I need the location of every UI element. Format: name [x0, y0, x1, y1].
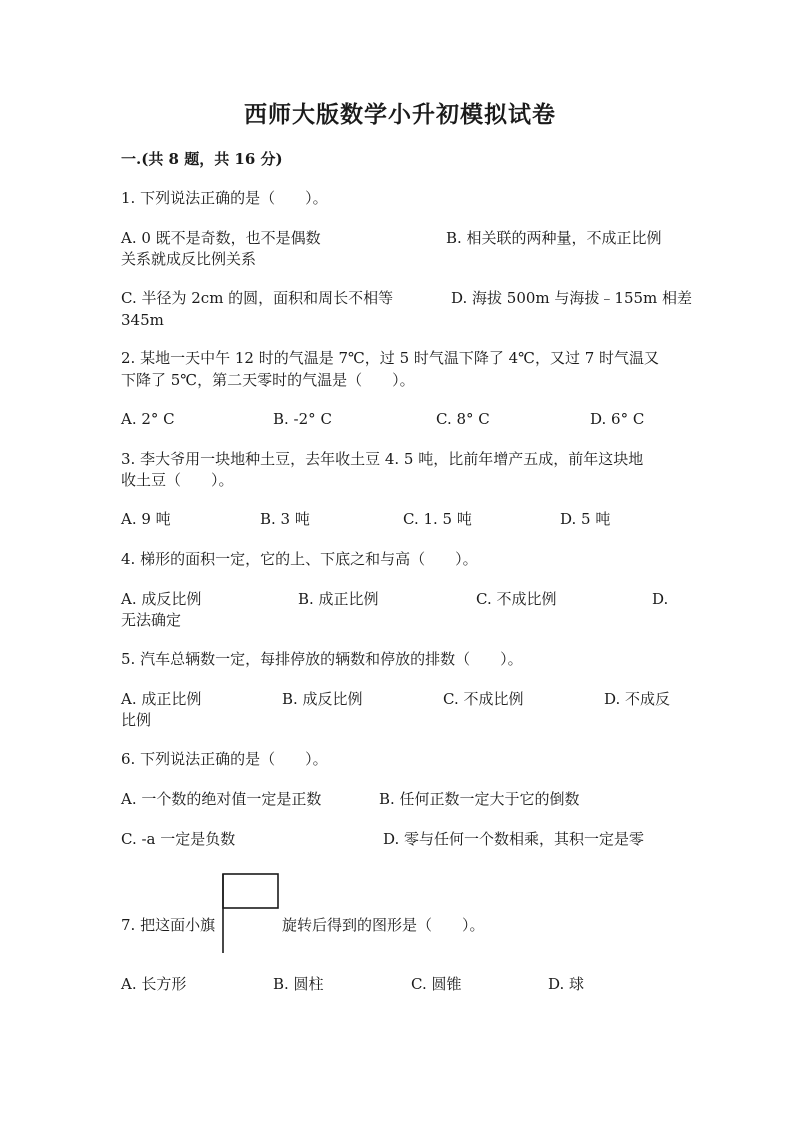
- q2-option-b[interactable]: B. -2° C: [273, 410, 332, 428]
- q5-option-c[interactable]: C. 不成比例: [443, 690, 524, 708]
- q1-option-c[interactable]: C. 半径为 2cm 的圆，面积和周长不相等: [121, 289, 394, 307]
- q3-option-a[interactable]: A. 9 吨: [121, 510, 171, 528]
- exam-title: 西师大版数学小升初模拟试卷: [244, 101, 556, 128]
- q6-stem: 6. 下列说法正确的是（ ）。: [121, 750, 328, 768]
- q2-option-c[interactable]: C. 8° C: [436, 410, 490, 428]
- q1-option-d[interactable]: D. 海拔 500m 与海拔﹣155m 相差: [451, 289, 693, 307]
- q6-option-b[interactable]: B. 任何正数一定大于它的倒数: [379, 790, 580, 808]
- q5-stem: 5. 汽车总辆数一定，每排停放的辆数和停放的排数（ ）。: [121, 650, 523, 668]
- q6-option-a[interactable]: A. 一个数的绝对值一定是正数: [121, 790, 322, 808]
- q4-option-d-cont: 无法确定: [121, 611, 182, 629]
- q1-option-b-cont: 关系就成反比例关系: [121, 250, 257, 268]
- q4-option-b[interactable]: B. 成正比例: [298, 590, 379, 608]
- q1-option-a[interactable]: A. 0 既不是奇数，也不是偶数: [121, 229, 321, 247]
- q7-stem-left: 7. 把这面小旗: [121, 916, 216, 934]
- q7-option-d[interactable]: D. 球: [548, 975, 585, 993]
- q3-stem-line1: 3. 李大爷用一块地种土豆，去年收土豆 4. 5 吨，比前年增产五成，前年这块地: [121, 450, 644, 468]
- q2-option-a[interactable]: A. 2° C: [121, 410, 175, 428]
- q1-option-b[interactable]: B. 相关联的两种量，不成正比例: [446, 229, 662, 247]
- flag-figure: [221, 873, 281, 955]
- q6-option-c[interactable]: C. -a 一定是负数: [121, 830, 236, 848]
- q2-stem-line2: 下降了 5℃，第二天零时的气温是（ ）。: [121, 371, 415, 389]
- q4-option-a[interactable]: A. 成反比例: [121, 590, 202, 608]
- q2-stem-line1: 2. 某地一天中午 12 时的气温是 7℃，过 5 时气温下降了 4℃，又过 7 时气温又: [121, 349, 660, 367]
- q2-option-d[interactable]: D. 6° C: [590, 410, 645, 428]
- q1-option-d-cont: 345m: [121, 311, 164, 329]
- q3-option-c[interactable]: C. 1. 5 吨: [403, 510, 472, 528]
- q4-option-d[interactable]: D.: [652, 590, 669, 608]
- q5-option-d[interactable]: D. 不成反: [604, 690, 671, 708]
- q7-option-b[interactable]: B. 圆柱: [273, 975, 324, 993]
- flag-banner: [223, 874, 278, 908]
- q4-stem: 4. 梯形的面积一定，它的上、下底之和与高（ ）。: [121, 550, 478, 568]
- q5-option-d-cont: 比例: [121, 711, 152, 729]
- q3-option-b[interactable]: B. 3 吨: [260, 510, 310, 528]
- q7-option-a[interactable]: A. 长方形: [121, 975, 187, 993]
- q6-option-d[interactable]: D. 零与任何一个数相乘，其积一定是零: [383, 830, 645, 848]
- q3-option-d[interactable]: D. 5 吨: [560, 510, 611, 528]
- section-heading: 一.(共 8 题，共 16 分): [121, 150, 283, 168]
- q7-stem-right: 旋转后得到的图形是（ ）。: [282, 916, 485, 934]
- q4-option-c[interactable]: C. 不成比例: [476, 590, 557, 608]
- q1-stem: 1. 下列说法正确的是（ ）。: [121, 189, 328, 207]
- q7-option-c[interactable]: C. 圆锥: [411, 975, 462, 993]
- q5-option-b[interactable]: B. 成反比例: [282, 690, 363, 708]
- q3-stem-line2: 收土豆（ ）。: [121, 471, 234, 489]
- q5-option-a[interactable]: A. 成正比例: [121, 690, 202, 708]
